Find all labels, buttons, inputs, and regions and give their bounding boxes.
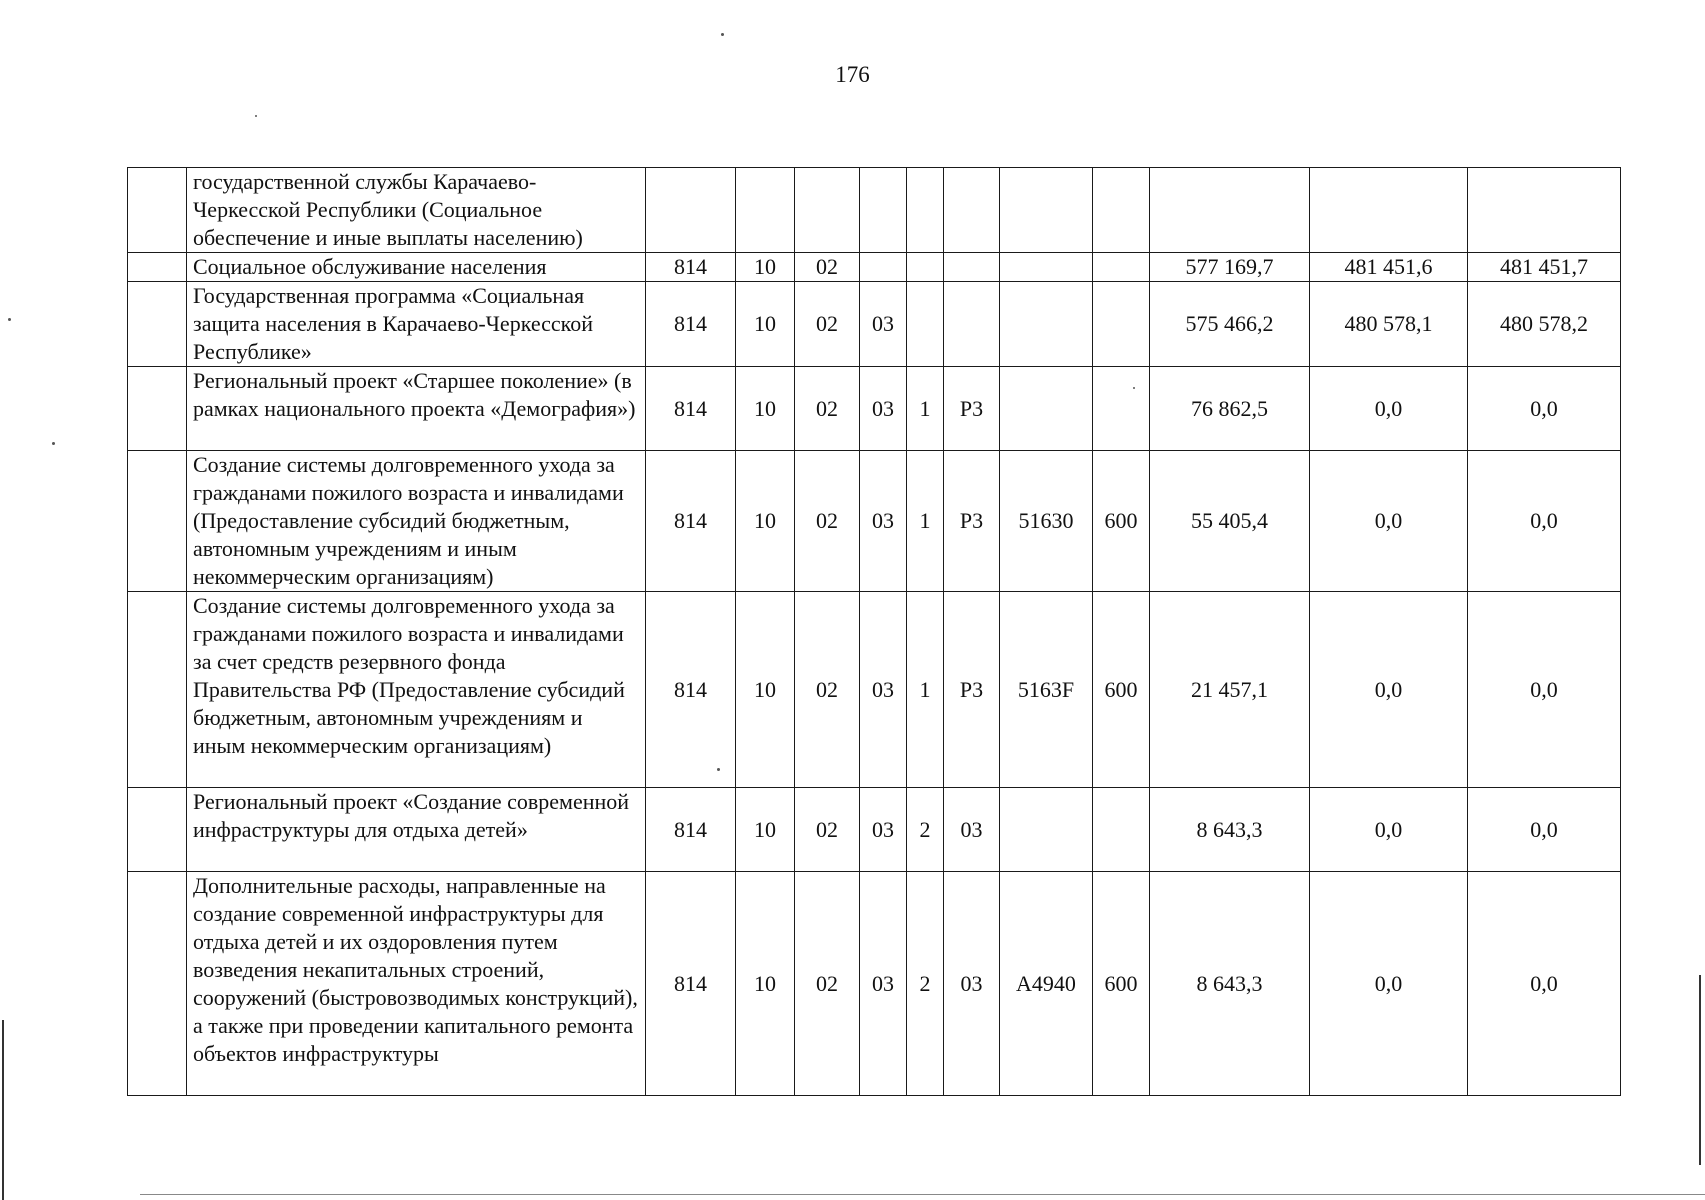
row-number-cell: [128, 253, 187, 282]
scan-speck: [8, 318, 11, 321]
expense-type-code: 600: [1093, 872, 1150, 1096]
amount-year-1: [1150, 168, 1310, 253]
amount-year-3: 0,0: [1468, 788, 1621, 872]
item-name: Региональный проект «Создание современной инфраструктуры для отдыха детей»: [187, 788, 646, 872]
subsection-code: [795, 168, 860, 253]
subprogram-code: [907, 282, 944, 367]
row-number-cell: [128, 367, 187, 451]
project-code: 03: [944, 872, 1000, 1096]
table-row: [128, 592, 1621, 788]
amount-year-3: 0,0: [1468, 367, 1621, 451]
project-code: P3: [944, 592, 1000, 788]
scan-edge-line: [2, 1020, 4, 1200]
expense-type-code: [1093, 788, 1150, 872]
item-name: Создание системы долговременного ухода за гражданами пожилого возраста и инвалидами за счет средств резервного фонда Правительства РФ (Предоставление субсидий бюджетным, автономным учреждениям и иным некоммерческим организациям): [187, 592, 646, 788]
section-code: 10: [736, 872, 795, 1096]
subprogram-code: 2: [907, 788, 944, 872]
amount-year-1: 575 466,2: [1150, 282, 1310, 367]
row-number-cell: [128, 788, 187, 872]
project-code: [944, 282, 1000, 367]
project-code: P3: [944, 367, 1000, 451]
subsection-code: 02: [795, 253, 860, 282]
item-name: Социальное обслуживание населения: [187, 253, 646, 282]
section-code: 10: [736, 282, 795, 367]
amount-year-1: 577 169,7: [1150, 253, 1310, 282]
table-row: [128, 872, 1621, 1096]
scan-speck: [255, 115, 257, 117]
scan-speck: [52, 442, 55, 445]
expense-type-code: [1093, 282, 1150, 367]
item-name: государственной службы Карачаево-Черкесской Республики (Социальное обеспечение и иные выплаты населению): [187, 168, 646, 253]
amount-year-1: 21 457,1: [1150, 592, 1310, 788]
direction-code: [1000, 253, 1093, 282]
amount-year-2: 0,0: [1310, 872, 1468, 1096]
expense-type-code: [1093, 253, 1150, 282]
direction-code: [1000, 168, 1093, 253]
amount-year-2: 0,0: [1310, 367, 1468, 451]
table-row: [128, 253, 1621, 282]
amount-year-1: 8 643,3: [1150, 788, 1310, 872]
ministry-code: 814: [646, 451, 736, 592]
amount-year-3: 0,0: [1468, 592, 1621, 788]
ministry-code: 814: [646, 282, 736, 367]
amount-year-2: 0,0: [1310, 451, 1468, 592]
amount-year-2: 0,0: [1310, 592, 1468, 788]
item-name: Государственная программа «Социальная защита населения в Карачаево-Черкесской Республике»: [187, 282, 646, 367]
expense-type-code: [1093, 367, 1150, 451]
section-code: 10: [736, 592, 795, 788]
subprogram-code: 2: [907, 872, 944, 1096]
program-code: 03: [860, 592, 907, 788]
amount-year-3: [1468, 168, 1621, 253]
row-number-cell: [128, 168, 187, 253]
subprogram-code: [907, 168, 944, 253]
program-code: 03: [860, 872, 907, 1096]
program-code: [860, 168, 907, 253]
section-code: [736, 168, 795, 253]
table-row: [128, 788, 1621, 872]
table-row: [128, 451, 1621, 592]
amount-year-3: 0,0: [1468, 872, 1621, 1096]
subprogram-code: 1: [907, 592, 944, 788]
amount-year-1: 55 405,4: [1150, 451, 1310, 592]
row-number-cell: [128, 872, 187, 1096]
expense-type-code: [1093, 168, 1150, 253]
scan-speck: [721, 33, 724, 36]
project-code: [944, 253, 1000, 282]
amount-year-3: 480 578,2: [1468, 282, 1621, 367]
row-number-cell: [128, 451, 187, 592]
item-name: Создание системы долговременного ухода за гражданами пожилого возраста и инвалидами (Предоставление субсидий бюджетным, автономным учреждениям и иным некоммерческим организациям): [187, 451, 646, 592]
section-code: 10: [736, 367, 795, 451]
item-name: Региональный проект «Старшее поколение» (в рамках национального проекта «Демография»): [187, 367, 646, 451]
section-code: 10: [736, 788, 795, 872]
program-code: 03: [860, 282, 907, 367]
amount-year-1: 8 643,3: [1150, 872, 1310, 1096]
program-code: 03: [860, 451, 907, 592]
ministry-code: 814: [646, 788, 736, 872]
row-number-cell: [128, 282, 187, 367]
amount-year-2: [1310, 168, 1468, 253]
item-name: Дополнительные расходы, направленные на создание современной инфраструктуры для отдыха детей и их оздоровления путем возведения некапитальных строений, сооружений (быстровозводимых конструкций), а также при проведении капитального ремонта объектов инфраструктуры: [187, 872, 646, 1096]
subsection-code: 02: [795, 788, 860, 872]
row-number-cell: [128, 592, 187, 788]
expense-type-code: 600: [1093, 451, 1150, 592]
ministry-code: 814: [646, 592, 736, 788]
subsection-code: 02: [795, 451, 860, 592]
subprogram-code: 1: [907, 367, 944, 451]
project-code: 03: [944, 788, 1000, 872]
section-code: 10: [736, 253, 795, 282]
ministry-code: 814: [646, 872, 736, 1096]
ministry-code: 814: [646, 367, 736, 451]
ministry-code: 814: [646, 253, 736, 282]
table-row: [128, 168, 1621, 253]
expense-type-code: 600: [1093, 592, 1150, 788]
amount-year-1: 76 862,5: [1150, 367, 1310, 451]
amount-year-3: 481 451,7: [1468, 253, 1621, 282]
amount-year-2: 480 578,1: [1310, 282, 1468, 367]
section-code: 10: [736, 451, 795, 592]
page-number: 176: [835, 62, 870, 87]
program-code: [860, 253, 907, 282]
budget-table: [127, 167, 1621, 1096]
direction-code: A4940: [1000, 872, 1093, 1096]
scan-edge-line: [140, 1194, 1705, 1195]
subprogram-code: [907, 253, 944, 282]
table-row: [128, 367, 1621, 451]
program-code: 03: [860, 367, 907, 451]
subsection-code: 02: [795, 367, 860, 451]
scan-speck: [717, 768, 720, 771]
subprogram-code: 1: [907, 451, 944, 592]
direction-code: [1000, 367, 1093, 451]
amount-year-3: 0,0: [1468, 451, 1621, 592]
direction-code: 5163F: [1000, 592, 1093, 788]
project-code: [944, 168, 1000, 253]
scan-speck: [1133, 387, 1135, 389]
ministry-code: [646, 168, 736, 253]
project-code: P3: [944, 451, 1000, 592]
amount-year-2: 0,0: [1310, 788, 1468, 872]
scan-edge-line: [1699, 975, 1701, 1165]
amount-year-2: 481 451,6: [1310, 253, 1468, 282]
program-code: 03: [860, 788, 907, 872]
subsection-code: 02: [795, 282, 860, 367]
direction-code: [1000, 788, 1093, 872]
table-row: [128, 282, 1621, 367]
direction-code: 51630: [1000, 451, 1093, 592]
direction-code: [1000, 282, 1093, 367]
subsection-code: 02: [795, 592, 860, 788]
subsection-code: 02: [795, 872, 860, 1096]
